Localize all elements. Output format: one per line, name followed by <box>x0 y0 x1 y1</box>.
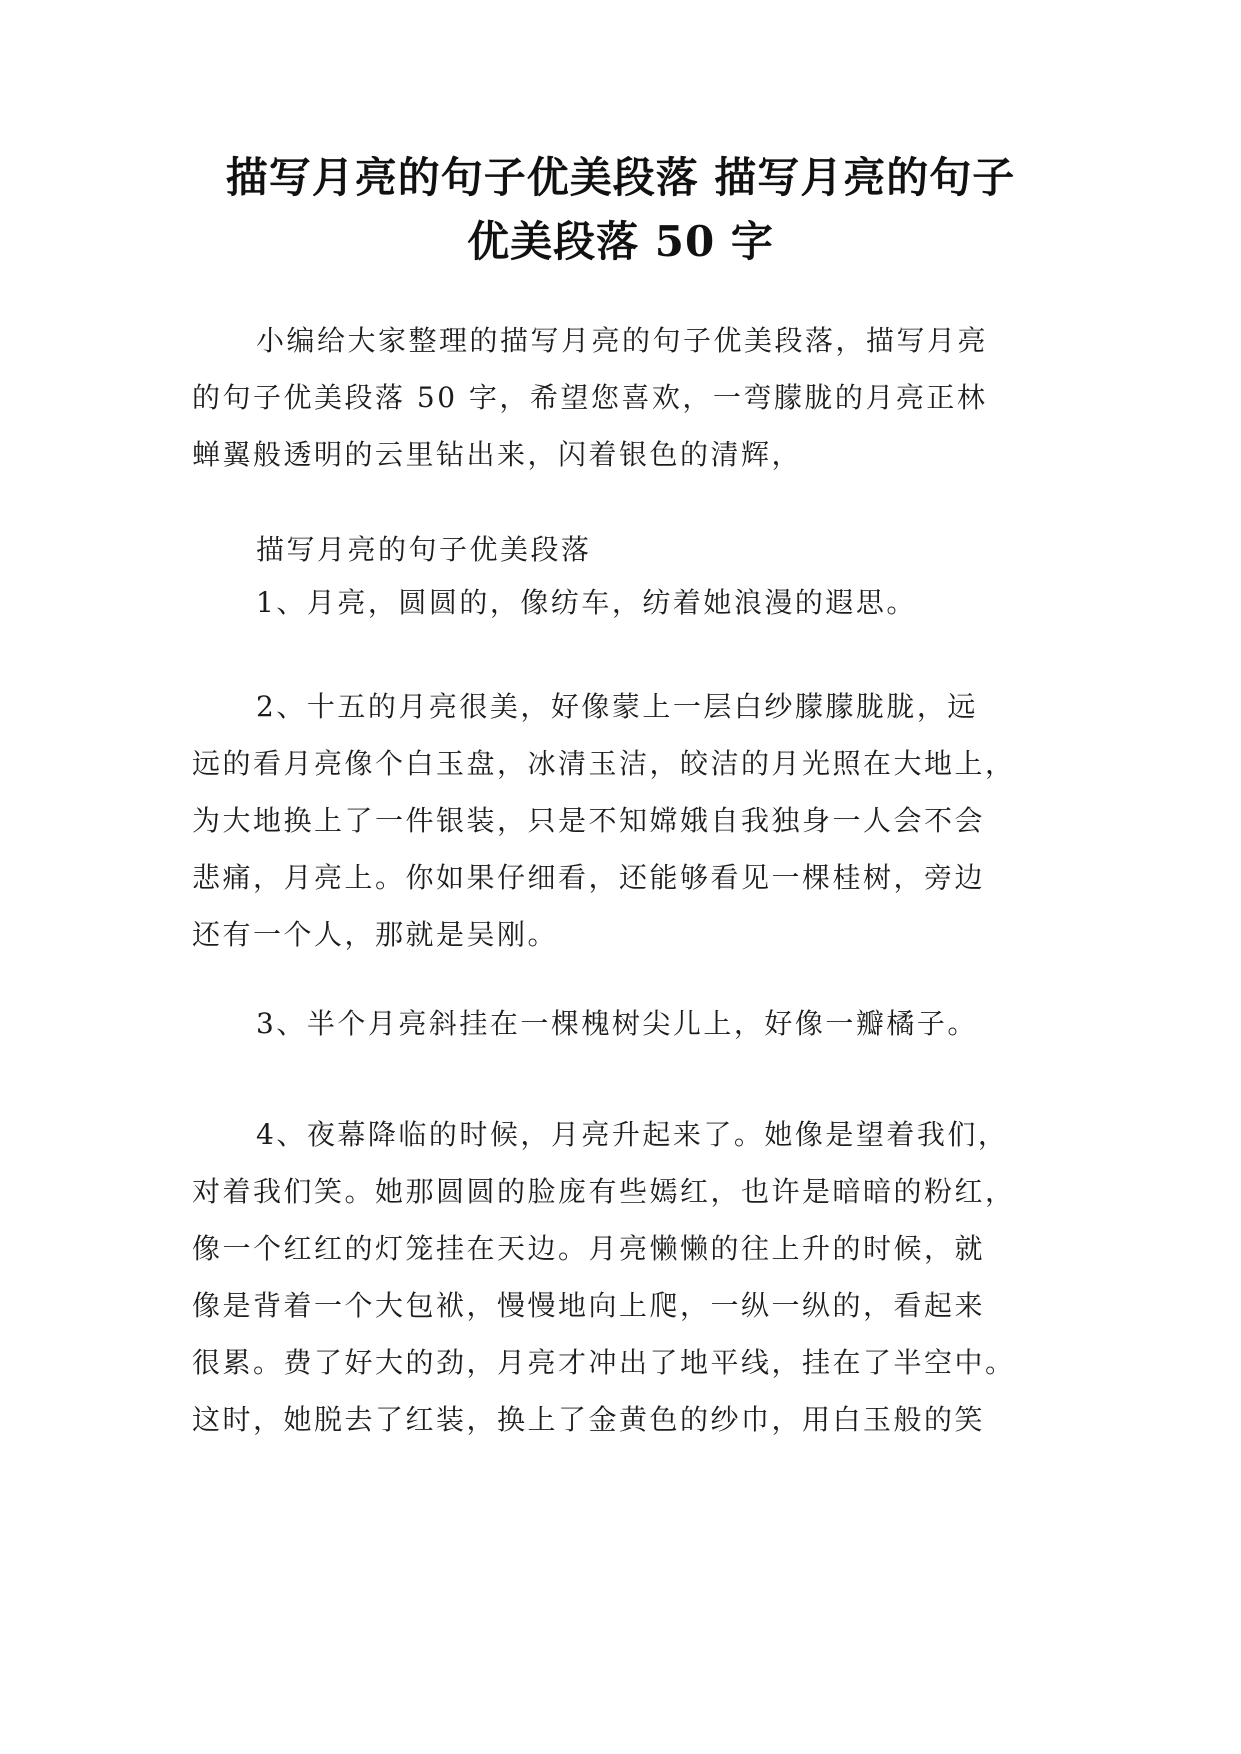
list-item-1 <box>192 574 1052 631</box>
paragraph-line: 像一个红红的灯笼挂在天边。月亮懒懒的往上升的时候，就 <box>192 1232 986 1265</box>
paragraph-line: 1、月亮，圆圆的，像纺车，纺着她浪漫的遐思。 <box>256 586 917 619</box>
paragraph-line: 为大地换上了一件银装，只是不知嫦娥自我独身一人会不会 <box>192 804 986 837</box>
section-heading-text: 描写月亮的句子优美段落 <box>256 533 592 566</box>
paragraph-line: 还有一个人，那就是吴刚。 <box>192 918 559 951</box>
paragraph-line: 小编给大家整理的描写月亮的句子优美段落，描写月亮 <box>256 324 989 357</box>
document-title <box>150 146 1091 274</box>
list-item-3 <box>192 995 1052 1052</box>
paragraph-line: 3、半个月亮斜挂在一棵槐树尖儿上，好像一瓣橘子。 <box>256 1007 978 1040</box>
intro-paragraph <box>192 312 1052 483</box>
paragraph-line: 对着我们笑。她那圆圆的脸庞有些嫣红，也许是暗暗的粉红， <box>192 1175 1016 1208</box>
paragraph-line: 蝉翼般透明的云里钻出来，闪着银色的清辉， <box>192 438 803 471</box>
paragraph-line: 像是背着一个大包袱，慢慢地向上爬，一纵一纵的，看起来 <box>192 1289 986 1322</box>
paragraph-line: 这时，她脱去了红装，换上了金黄色的纱巾，用白玉般的笑 <box>192 1403 986 1436</box>
title-line-1: 描写月亮的句子优美段落 描写月亮的句子 <box>225 153 1016 202</box>
paragraph-line: 远的看月亮像个白玉盘，冰清玉洁，皎洁的月光照在大地上， <box>192 747 1016 780</box>
paragraph-line: 很累。费了好大的劲，月亮才冲出了地平线，挂在了半空中。 <box>192 1346 1016 1379</box>
list-item-2 <box>192 678 1052 963</box>
paragraph-line: 的句子优美段落 50 字，希望您喜欢，一弯朦胧的月亮正林 <box>192 381 988 414</box>
list-item-4 <box>192 1106 1052 1448</box>
paragraph-line: 2、十五的月亮很美，好像蒙上一层白纱朦朦胧胧，远 <box>256 690 978 723</box>
paragraph-line: 4、夜幕降临的时候，月亮升起来了。她像是望着我们， <box>256 1118 1009 1151</box>
paragraph-line: 悲痛，月亮上。你如果仔细看，还能够看见一棵桂树，旁边 <box>192 861 986 894</box>
title-line-2: 优美段落 50 字 <box>467 217 774 266</box>
section-heading <box>192 521 1052 578</box>
